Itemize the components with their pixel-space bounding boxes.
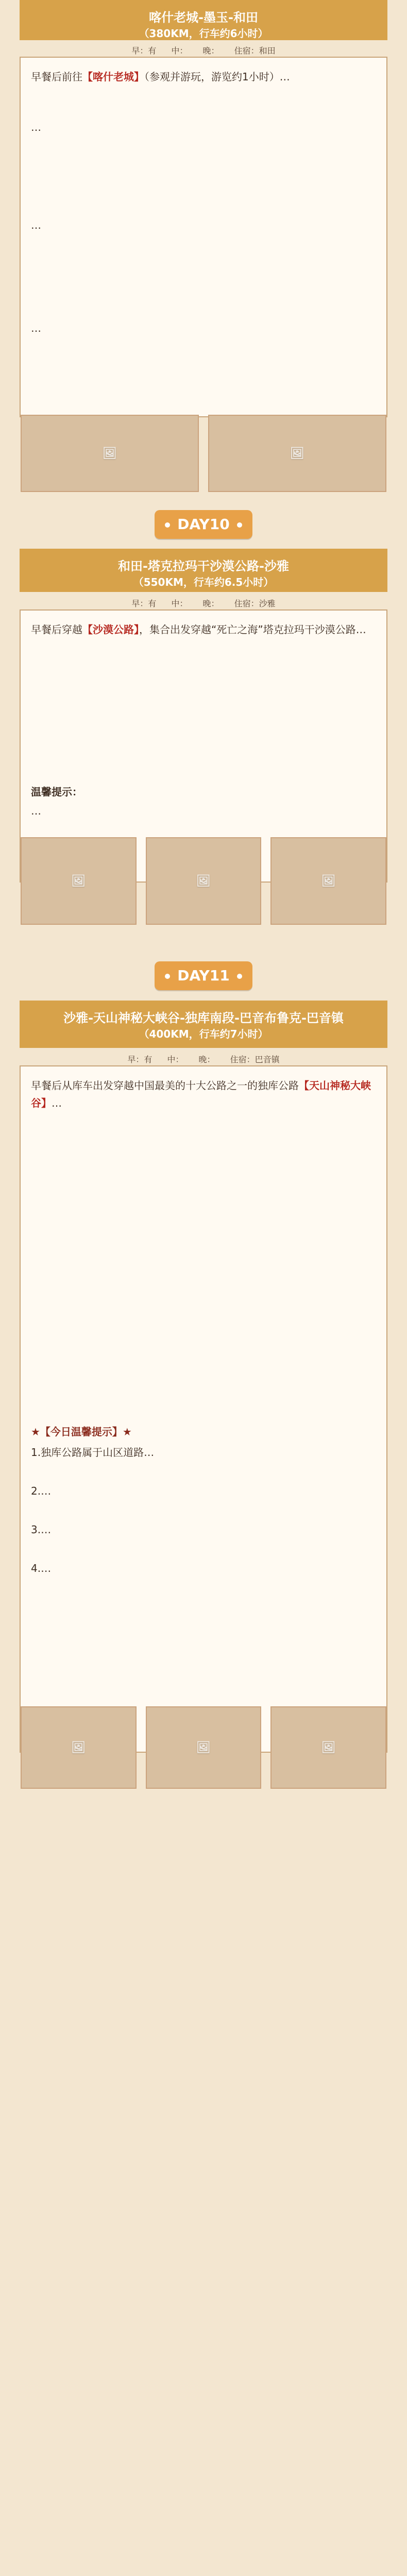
dot-icon [237,522,242,528]
highlight: 【沙漠公路】 [82,623,139,636]
day9-frame [20,57,387,417]
day10-notice-title: 温馨提示： [31,786,82,798]
meta-stay: 住宿：沙雅 [234,599,276,608]
para-prefix: 早餐后穿越 [31,623,82,636]
day10-meta [0,597,407,609]
day11-frame [20,1065,387,1753]
day10-route: 和田-塔克拉玛干沙漠公路-沙雅 [118,559,289,573]
day11-title-bar [20,1001,387,1048]
day10-notice: … [31,805,41,817]
day9-paragraph-2: … [31,121,41,133]
para-text: ，集合出发穿越“死亡之海”塔克拉玛干沙漠公路… [139,623,366,636]
day9-gallery [21,415,386,492]
day10-title-bar [20,549,387,592]
meta-dinner: 晚： [202,599,219,608]
meta-dinner: 晚： [198,1055,215,1064]
meta-lunch: 中： [167,1055,184,1064]
day9-image-1 [21,415,199,492]
day9-title-bar [20,0,387,40]
highlight: 【喀什老城】 [82,71,144,83]
day10-image-1 [21,837,137,925]
image-icon: 🖼 [103,447,117,460]
para-text: … [52,1097,62,1109]
image-icon: 🖼 [71,1741,86,1754]
day11-image-1 [21,1706,137,1789]
day9-block [0,0,407,460]
image-icon: 🖼 [196,1741,211,1754]
day10-subtitle: （550KM，行车约6.5小时） [133,576,274,588]
day11-image-3 [270,1706,386,1789]
day9-paragraph-3: … [31,219,41,231]
day9-meta [0,44,407,56]
image-icon: 🖼 [290,447,304,460]
meta-stay: 住宿：巴音镇 [230,1055,280,1064]
day10-block [0,549,407,920]
day11-notice-title: ★【今日温馨提示】★ [31,1426,132,1438]
image-icon: 🖼 [196,874,211,888]
para-text: （参观并游玩，游览约1小时）… [144,71,290,83]
day10-image-2 [146,837,262,925]
day11-notice-line-4: 4.… [31,1562,52,1574]
image-icon: 🖼 [321,874,336,888]
meta-stay: 住宿：和田 [234,46,276,56]
day11-notice-line-1: 1.独库公路属于山区道路… [31,1446,155,1459]
dot-icon [237,974,242,979]
day9-image-2 [208,415,386,492]
dot-icon [165,522,170,528]
day9-paragraph-4: … [31,322,41,334]
day10-tag [155,510,252,539]
day9-route: 喀什老城-墨玉-和田 [149,10,258,25]
day11-block [0,1001,407,1794]
day11-notice-line-3: 3.… [31,1523,52,1536]
meta-breakfast: 早：有 [131,46,157,56]
highlight: 【天山神秘大峡谷】 [31,1079,371,1109]
para-prefix: 早餐后从库车出发穿越中国最美的十大公路之一的独库公路 [31,1079,299,1092]
meta-lunch: 中： [171,599,188,608]
dot-icon [165,974,170,979]
day10-gallery [21,837,386,925]
meta-lunch: 中： [171,46,188,56]
day11-paragraph-1 [31,1077,376,1112]
day9-paragraph-1 [31,68,376,86]
meta-breakfast: 早：有 [131,599,157,608]
day11-notice-line-2: 2.… [31,1485,52,1497]
image-icon: 🖼 [71,874,86,888]
day10-image-3 [270,837,386,925]
day11-gallery [21,1706,386,1789]
day10-label: DAY10 [177,516,230,533]
image-icon: 🖼 [321,1741,336,1754]
day11-label: DAY11 [177,967,230,984]
meta-dinner: 晚： [202,46,219,56]
meta-breakfast: 早：有 [127,1055,152,1064]
day9-subtitle: （380KM，行车约6小时） [139,27,268,40]
day11-route: 沙雅-天山神秘大峡谷-独库南段-巴音布鲁克-巴音镇 [63,1011,344,1025]
day10-paragraph-1 [31,621,376,638]
day11-image-2 [146,1706,262,1789]
para-prefix: 早餐后前往 [31,71,82,83]
day11-subtitle: （400KM，行车约7小时） [139,1028,268,1040]
day11-meta [0,1053,407,1065]
day11-tag [155,961,252,990]
